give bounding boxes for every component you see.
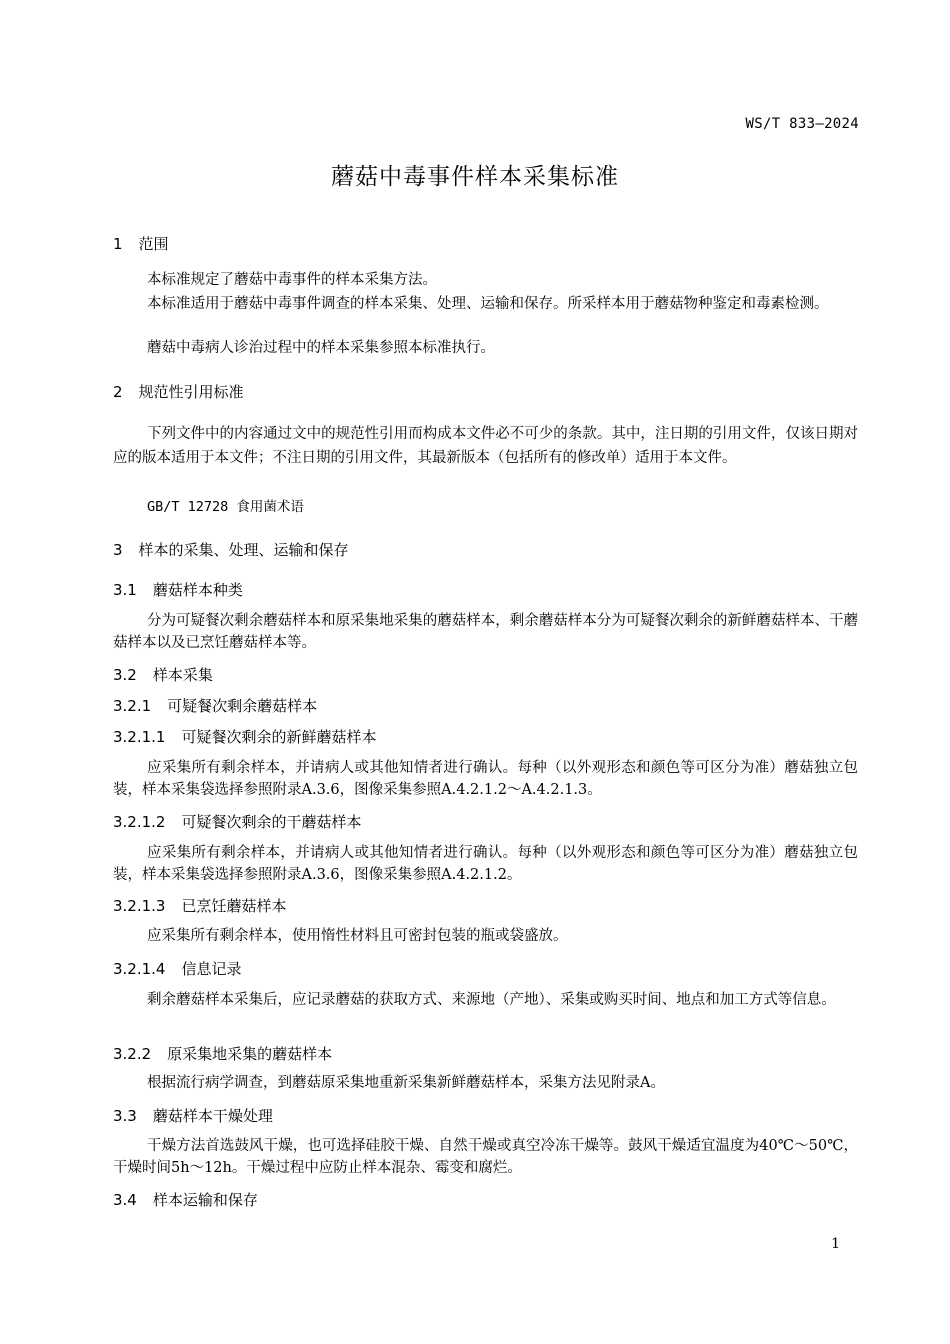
section-3-2-1-heading [113,695,317,716]
section-number: 3.1 [113,581,137,599]
paragraph: 下列文件中的内容通过文中的规范性引用而构成本文件必不可少的条款。其中，注日期的引用文件，仅该日期对应的版本适用于本文件；不注日期的引用文件，其最新版本（包括所有的修改单）适用于本文件。 [113,426,858,466]
paragraph: 应采集所有剩余样本，并请病人或其他知情者进行确认。每种（以外观形态和颜色等可区分为准）蘑菇独立包装，样本采集袋选择参照附录A.3.6，图像采集参照A.4.2.1.2～A.4.2.1.3。 [113,760,858,798]
standard-code: WS/T 833—2024 [745,116,859,132]
section-3-2-1-2-heading [113,811,362,832]
section-title: 原采集地采集的蘑菇样本 [167,1045,333,1063]
paragraph: 应采集所有剩余样本，使用惰性材料且可密封包装的瓶或袋盛放。 [147,928,568,944]
section-number: 2 [113,383,123,401]
section-number: 1 [113,235,123,253]
paragraph: 根据流行病学调查，到蘑菇原采集地重新采集新鲜蘑菇样本，采集方法见附录A。 [147,1075,665,1091]
section-3-2-2-heading [113,1043,332,1064]
section-title: 范围 [138,235,169,253]
paragraph: 本标准适用于蘑菇中毒事件调查的样本采集、处理、运输和保存。所采样本用于蘑菇物种鉴定和毒素检测。 [147,296,829,312]
section-3-2-heading [113,664,213,685]
section-number: 3.2.1.2 [113,813,166,831]
section-number: 3.2.2 [113,1045,152,1063]
section-title: 样本运输和保存 [152,1191,258,1209]
section-title: 蘑菇样本种类 [152,581,243,599]
section-3-2-1-4-heading [113,958,242,979]
paragraph: 蘑菇中毒病人诊治过程中的样本采集参照本标准执行。 [147,340,495,356]
section-title: 样本的采集、处理、运输和保存 [138,541,349,559]
section-number: 3.2.1.3 [113,897,166,915]
section-3-heading [113,539,349,560]
section-2-heading [113,381,244,402]
page-number: 1 [831,1236,840,1252]
section-title: 可疑餐次剩余蘑菇样本 [167,697,318,715]
section-3-2-1-1-heading [113,726,377,747]
paragraph: 剩余蘑菇样本采集后，应记录蘑菇的获取方式、来源地（产地）、采集或购买时间、地点和加工方式等信息。 [147,992,836,1008]
section-1-heading [113,233,169,254]
paragraph: 干燥方法首选鼓风干燥，也可选择硅胶干燥、自然干燥或真空冷冻干燥等。鼓风干燥适宜温度为40℃～50℃，干燥时间5h～12h。干燥过程中应防止样本混杂、霉变和腐烂。 [113,1138,858,1176]
section-number: 3.2.1.4 [113,960,166,978]
paragraph: 分为可疑餐次剩余蘑菇样本和原采集地采集的蘑菇样本，剩余蘑菇样本分为可疑餐次剩余的新鲜蘑菇样本、干蘑菇样本以及已烹饪蘑菇样本等。 [113,613,858,651]
section-number: 3.2.1.1 [113,728,166,746]
reference-entry: GB/T 12728 食用菌术语 [147,499,304,515]
section-title: 规范性引用标准 [138,383,244,401]
section-title: 样本采集 [152,666,213,684]
document-title: 蘑菇中毒事件样本采集标准 [331,164,619,190]
section-3-1-heading [113,579,243,600]
section-title: 蘑菇样本干燥处理 [152,1107,273,1125]
section-3-2-1-3-heading [113,895,287,916]
section-number: 3.3 [113,1107,137,1125]
section-title: 已烹饪蘑菇样本 [181,897,287,915]
section-title: 信息记录 [181,960,242,978]
section-title: 可疑餐次剩余的干蘑菇样本 [181,813,362,831]
section-number: 3.4 [113,1191,137,1209]
paragraph: 应采集所有剩余样本，并请病人或其他知情者进行确认。每种（以外观形态和颜色等可区分为准）蘑菇独立包装，样本采集袋选择参照附录A.3.6，图像采集参照A.4.2.1.2。 [113,845,858,883]
section-3-3-heading [113,1105,273,1126]
section-number: 3 [113,541,123,559]
paragraph: 本标准规定了蘑菇中毒事件的样本采集方法。 [147,272,437,288]
section-number: 3.2.1 [113,697,152,715]
section-title: 可疑餐次剩余的新鲜蘑菇样本 [181,728,377,746]
section-3-4-heading [113,1189,258,1210]
section-number: 3.2 [113,666,137,684]
